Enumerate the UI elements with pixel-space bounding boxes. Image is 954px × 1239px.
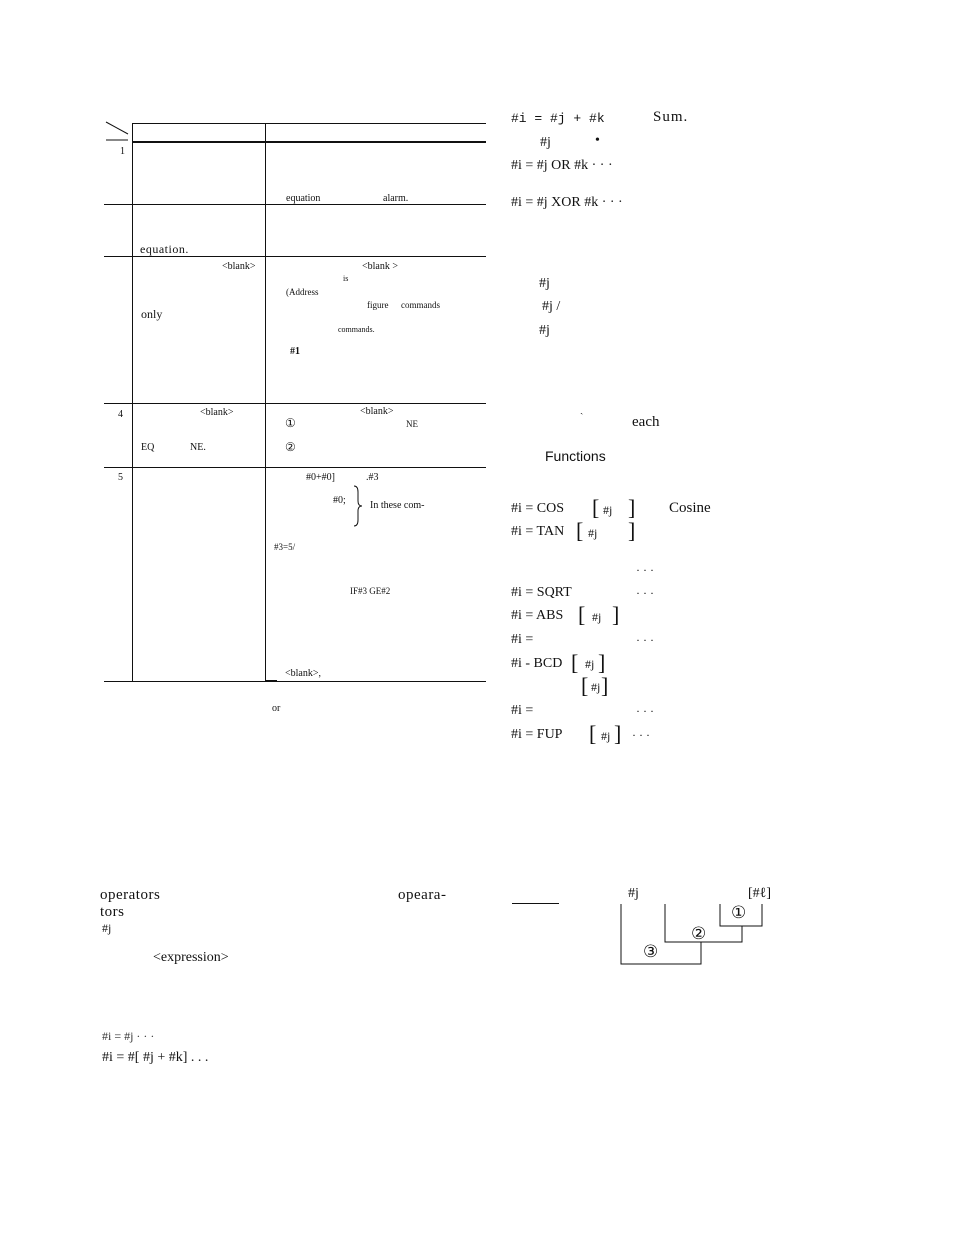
cell-ne: NE. [190, 442, 206, 453]
cell-r3-commands: commands [401, 300, 440, 310]
diagram-circle-3: ③ [643, 942, 659, 961]
cell-r5-underline [265, 680, 277, 681]
fn-bcd-arg: #j [585, 657, 595, 671]
row-number-1: 1 [120, 146, 125, 157]
fn-cos: #i = COS [511, 501, 565, 516]
eq-xor: #i = #j XOR #k · · · [511, 195, 623, 210]
fn-bcd: #i - BCD [511, 656, 563, 671]
bracket-close-icon: ] [598, 650, 606, 675]
table-col-divider-left [132, 123, 133, 681]
fn-fup: #i = FUP [511, 727, 563, 742]
cell-only: only [141, 307, 163, 321]
diagram-hj: #j [628, 886, 639, 901]
word-opeara: opeara- [398, 887, 447, 903]
cell-r3-is: is [343, 274, 349, 283]
row-number-5: 5 [118, 472, 123, 483]
cell-r5-blank: <blank>, [285, 668, 321, 679]
cell-r5-these: In these com- [370, 500, 425, 511]
section-heading-functions: Functions [545, 448, 606, 464]
bracket-open-icon: [ [581, 673, 589, 698]
fn-cos-arg: #j [603, 503, 613, 517]
table-bottom-rule [104, 681, 486, 682]
cell-r3-address: (Address [286, 287, 319, 297]
cell-r5-h35: #3=5/ [274, 542, 296, 552]
fn-tan: #i = TAN [511, 524, 565, 539]
cell-r3-commands2: commands. [338, 325, 375, 334]
cell-r5-h3: .#3 [366, 472, 379, 483]
label-cosine: Cosine [669, 500, 711, 516]
diagram-circle-2: ② [691, 924, 707, 943]
eq-sum: #i = #j + #k [511, 111, 605, 126]
table-row-rule-1 [104, 204, 486, 205]
bracket-close-icon: ] [614, 721, 622, 746]
bracket-open-icon: [ [576, 518, 584, 543]
dots-1: · · · [636, 563, 654, 577]
tick-mark: ˏ [580, 404, 584, 415]
fn-tan-arg: #j [588, 526, 598, 540]
table-header-rule [132, 141, 486, 143]
row-number-4: 4 [118, 409, 123, 420]
dots-2: · · · [636, 586, 654, 600]
eq-hj-3: #j / [542, 299, 561, 314]
cell-r1-alarm: alarm. [383, 193, 409, 204]
label-sum: Sum. [653, 109, 689, 125]
cell-blank-r4: <blank> [200, 407, 234, 418]
cell-r3-figure: figure [367, 300, 389, 310]
cell-r4-blank: <blank> [360, 406, 394, 417]
cell-r5-if: IF#3 GE#2 [350, 586, 391, 596]
bracket-close-icon: ] [628, 518, 636, 543]
cell-r1-equation: equation [286, 193, 321, 204]
cell-r5-h0: #0; [333, 495, 346, 506]
label-each: each [632, 414, 660, 430]
diagram-hl: [#ℓ] [748, 886, 772, 901]
fn-abs-arg: #j [592, 610, 602, 624]
fn-fup-arg: #j [601, 729, 611, 743]
eq-hj-4: #j [539, 323, 550, 338]
diagram-underline [512, 903, 559, 904]
diagram-circle-1: ① [731, 903, 747, 922]
eq-hj-1: #j [540, 135, 551, 150]
word-tors: tors [100, 904, 125, 920]
bracket-close-icon: ] [601, 673, 609, 698]
word-operators: operators [100, 887, 161, 903]
bracket-close-icon: ] [612, 602, 620, 627]
table-row-rule-3 [104, 403, 486, 404]
table-corner-diagonal [104, 120, 132, 142]
bracket-open-icon: [ [571, 650, 579, 675]
eq-index-1: #i = #j · · · [102, 1029, 155, 1043]
table-row-rule-4 [104, 467, 486, 468]
cell-eq: EQ [141, 442, 155, 453]
word-expression: <expression> [153, 950, 229, 965]
word-hj: #j [102, 921, 112, 935]
bracket-open-icon: [ [589, 721, 597, 746]
eq-hj-2: #j [539, 276, 550, 291]
cell-r3-blank: <blank > [362, 261, 398, 272]
fn-blank-2: #i = [511, 703, 534, 718]
cell-r4-ne: NE [406, 419, 418, 429]
bracket-close-icon: ] [628, 495, 636, 520]
cell-r4-circled-1: ① [285, 416, 296, 430]
dots-4: · · · [636, 704, 654, 718]
brace-icon [351, 484, 365, 528]
eq-index-2: #i = #[ #j + #k] . . . [102, 1050, 209, 1065]
bracket-open-icon: [ [592, 495, 600, 520]
table-top-rule [132, 123, 486, 124]
fn-blank-1: #i = [511, 632, 534, 647]
cell-r5-expr: #0+#0] [306, 472, 335, 483]
bracket-open-icon: [ [578, 602, 586, 627]
table-note-or: or [272, 703, 281, 714]
fn-arg-2: #j [591, 680, 601, 694]
eq-or: #i = #j OR #k · · · [511, 158, 613, 173]
fn-abs: #i = ABS [511, 608, 564, 623]
cell-r3-h1: #1 [290, 346, 300, 357]
dots-3: · · · [636, 633, 654, 647]
cell-equation: equation. [140, 242, 189, 256]
table-col-divider-mid [265, 123, 266, 681]
dots-5: · · · [632, 728, 650, 742]
dot-mark: • [595, 133, 600, 148]
cell-blank-r3: <blank> [222, 261, 256, 272]
cell-r4-circled-2: ② [285, 440, 296, 454]
fn-sqrt: #i = SQRT [511, 585, 572, 600]
